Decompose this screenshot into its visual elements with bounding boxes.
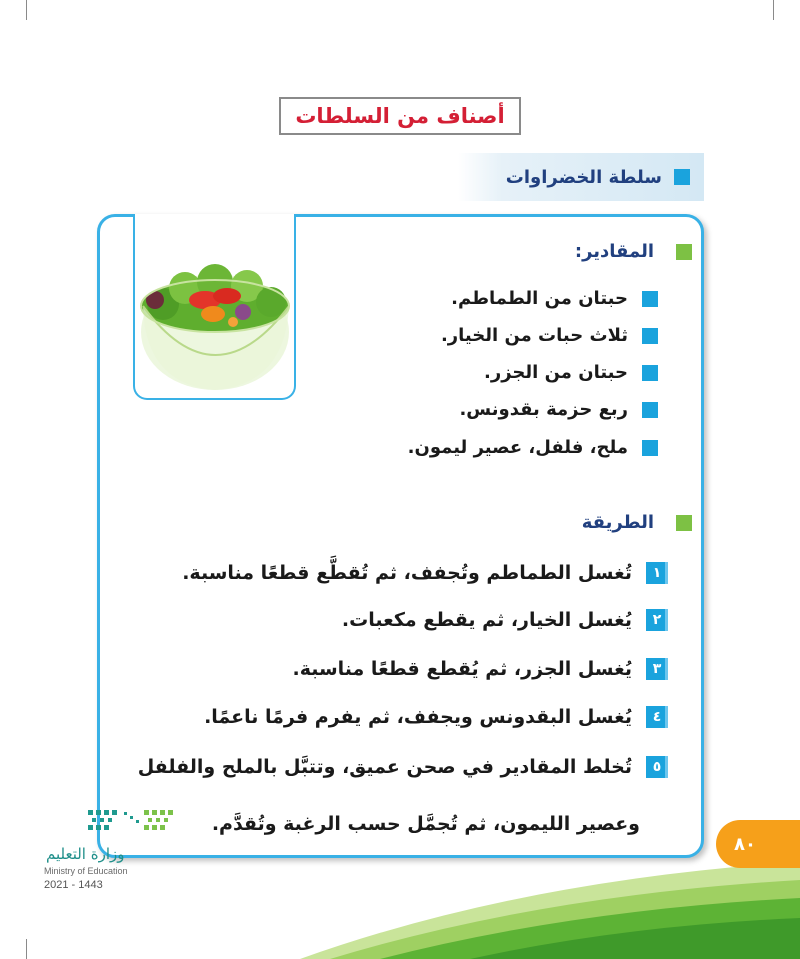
ingredient-text: حبتان من الطماطم. [451, 288, 628, 309]
ingredients-heading [575, 241, 692, 262]
section-title: سلطة الخضراوات [505, 166, 662, 188]
step-number: ٣ [646, 658, 668, 680]
ingredient-item [459, 399, 658, 420]
bullet-square [642, 291, 658, 307]
step-continuation: وعصير الليمون، ثم تُجمَّل حسب الرغبة وتُقدَّم. [211, 813, 640, 835]
method-heading-text: الطريقة [581, 512, 654, 533]
step-number: ٢ [646, 609, 668, 631]
year-label: 2021 - 1443 [44, 879, 103, 891]
ingredient-text: حبتان من الجزر. [484, 362, 628, 383]
ingredient-text: ربع حزمة بقدونس. [459, 399, 628, 420]
step-text: يُغسل الجزر، ثم يُقطع قطعًا مناسبة. [292, 658, 632, 680]
bullet-square [642, 328, 658, 344]
bullet-square [642, 440, 658, 456]
method-step [342, 609, 668, 631]
page-title: أصناف من السلطات [279, 97, 521, 135]
section-bullet [674, 169, 690, 185]
step-text: تُغسل الطماطم وتُجفف، ثم تُقطَّع قطعًا مناسبة. [182, 562, 632, 584]
ingredient-item [408, 437, 658, 458]
section-title-bar [458, 153, 704, 201]
ingredient-text: ملح، فلفل، عصير ليمون. [407, 437, 628, 458]
method-step [292, 658, 668, 680]
ingredient-item [441, 325, 658, 346]
ingredients-heading-text: المقادير: [574, 241, 654, 262]
method-heading [582, 512, 692, 533]
ministry-logo-icon [40, 808, 180, 848]
green-bullet [676, 515, 692, 531]
step-text: يُغسل الخيار، ثم يقطع مكعبات. [341, 609, 632, 631]
method-step [182, 562, 668, 584]
bullet-square [642, 402, 658, 418]
ingredient-item [484, 362, 658, 383]
step-number: ٥ [646, 756, 668, 778]
method-step [138, 756, 668, 778]
method-step [204, 706, 668, 728]
step-number: ٤ [646, 706, 668, 728]
step-text: يُغسل البقدونس ويجفف، ثم يفرم فرمًا ناعمًا. [204, 706, 632, 728]
salad-bowl-illustration [135, 214, 296, 400]
ingredient-item [451, 288, 658, 309]
salad-photo [133, 214, 296, 400]
step-text: تُخلط المقادير في صحن عميق، وتتبَّل بالملح والفلفل [137, 756, 632, 778]
green-bullet [676, 244, 692, 260]
ingredient-text: ثلاث حبات من الخيار. [440, 325, 628, 346]
bullet-square [642, 365, 658, 381]
step-number: ١ [646, 562, 668, 584]
ministry-name-english: Ministry of Education [44, 866, 128, 876]
page-number: ٨٠ [716, 820, 800, 868]
ministry-name-arabic: وزارة التعليم [46, 845, 125, 863]
